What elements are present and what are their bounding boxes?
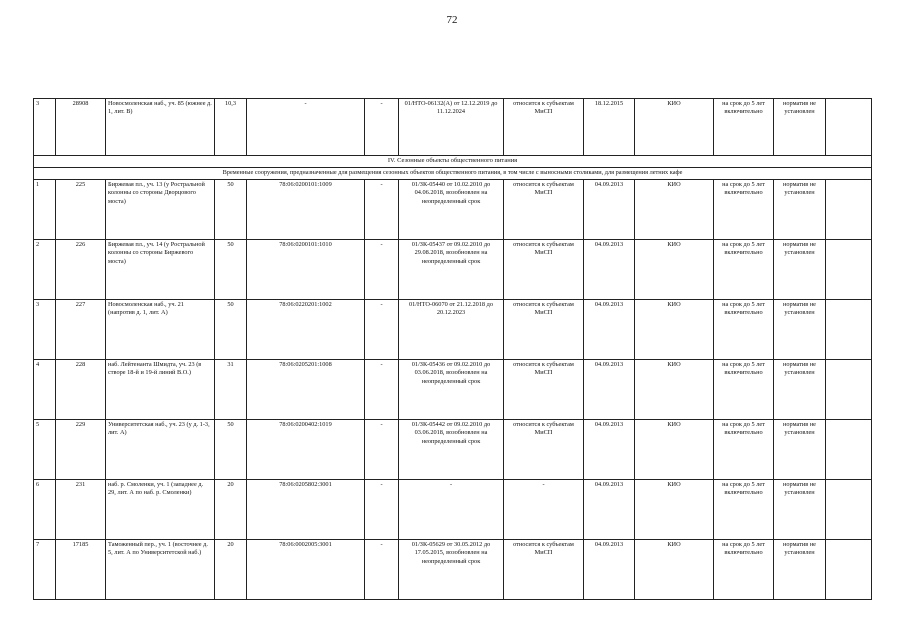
cell-category: относится к субъектам МиСП [504, 540, 584, 600]
cell-term: на срок до 5 лет включительно [714, 480, 774, 540]
cell-dash: - [365, 300, 399, 360]
cell-term: на срок до 5 лет включительно [714, 540, 774, 600]
cell-norm: норматив не установлен [774, 99, 826, 156]
cell-norm: норматив не установлен [774, 420, 826, 480]
cell-term: на срок до 5 лет включительно [714, 360, 774, 420]
cell-category: относится к субъектам МиСП [504, 180, 584, 240]
cell-contract: 01/ЗК-05436 от 09.02.2010 до 03.06.2018, возобновлен на неопределенный срок [399, 360, 504, 420]
cell-date: 04.09.2013 [584, 480, 635, 540]
cell-dash: - [365, 99, 399, 156]
cell-id: 229 [56, 420, 106, 480]
cell-date: 04.09.2013 [584, 300, 635, 360]
cell-dash: - [365, 540, 399, 600]
cell-norm: норматив не установлен [774, 300, 826, 360]
cell-dash: - [365, 180, 399, 240]
cell-area: 20 [215, 540, 247, 600]
cell-date: 04.09.2013 [584, 360, 635, 420]
cell-number: 2 [34, 240, 56, 300]
cell-term: на срок до 5 лет включительно [714, 240, 774, 300]
cell-address: наб. Лейтенанта Шмидта, уч. 23 (в створе 18-й и 19-й линий В.О.) [106, 360, 215, 420]
cell-contract: 01/ЗК-05629 от 30.05.2012 до 17.05.2015, возобновлен на неопределенный срок [399, 540, 504, 600]
cell-cadastral: 78:06:0200101:1009 [247, 180, 365, 240]
cell-id: 226 [56, 240, 106, 300]
cell-address: Биржевая пл., уч. 13 (у Ростральной колонны со стороны Дворцового моста) [106, 180, 215, 240]
section-title: IV. Сезонные объекты общественного питания [34, 156, 872, 168]
objects-table [33, 98, 872, 600]
cell-term: на срок до 5 лет включительно [714, 420, 774, 480]
cell-norm: норматив не установлен [774, 360, 826, 420]
table-row [34, 99, 872, 156]
cell-authority: КИО [635, 300, 714, 360]
cell-contract: 01/НТО-06132(А) от 12.12.2019 до 11.12.2024 [399, 99, 504, 156]
cell-norm: норматив не установлен [774, 180, 826, 240]
cell-cadastral: 78:06:0002005:3001 [247, 540, 365, 600]
cell-category: - [504, 480, 584, 540]
cell-empty [826, 240, 872, 300]
cell-address: Новосмоленская наб., уч. 85 (южнее д. 1, лит. В) [106, 99, 215, 156]
cell-contract: 01/НТО-06070 от 21.12.2018 до 20.12.2023 [399, 300, 504, 360]
cell-contract: 01/ЗК-05442 от 09.02.2010 до 03.06.2018, возобновлен на неопределенный срок [399, 420, 504, 480]
cell-empty [826, 540, 872, 600]
table-row [34, 180, 872, 240]
cell-dash: - [365, 360, 399, 420]
cell-authority: КИО [635, 360, 714, 420]
table-row [34, 420, 872, 480]
cell-norm: норматив не установлен [774, 480, 826, 540]
cell-cadastral: 78:06:0200101:1010 [247, 240, 365, 300]
cell-id: 227 [56, 300, 106, 360]
cell-date: 04.09.2013 [584, 180, 635, 240]
cell-category: относится к субъектам МиСП [504, 99, 584, 156]
cell-number: 6 [34, 480, 56, 540]
cell-cadastral: - [247, 99, 365, 156]
cell-contract: 01/ЗК-05437 от 09.02.2010 до 29.08.2018, возобновлен на неопределенный срок [399, 240, 504, 300]
cell-empty [826, 360, 872, 420]
table-row [34, 300, 872, 360]
cell-empty [826, 480, 872, 540]
cell-id: 17185 [56, 540, 106, 600]
cell-term: на срок до 5 лет включительно [714, 180, 774, 240]
section-subtitle-row [34, 168, 872, 180]
cell-date: 04.09.2013 [584, 240, 635, 300]
cell-norm: норматив не установлен [774, 240, 826, 300]
cell-number: 3 [34, 99, 56, 156]
cell-date: 18.12.2015 [584, 99, 635, 156]
cell-authority: КИО [635, 99, 714, 156]
cell-number: 1 [34, 180, 56, 240]
cell-area: 50 [215, 180, 247, 240]
cell-term: на срок до 5 лет включительно [714, 300, 774, 360]
cell-category: относится к субъектам МиСП [504, 360, 584, 420]
cell-area: 10,3 [215, 99, 247, 156]
cell-date: 04.09.2013 [584, 420, 635, 480]
cell-empty [826, 180, 872, 240]
cell-address: Университетская наб., уч. 23 (у д. 1-3, лит. А) [106, 420, 215, 480]
cell-address: Биржевая пл., уч. 14 (у Ростральной колонны со стороны Биржевого моста) [106, 240, 215, 300]
cell-contract: - [399, 480, 504, 540]
cell-contract: 01/ЗК-05440 от 10.02.2010 до 04.06.2018, возобновлен на неопределенный срок [399, 180, 504, 240]
cell-cadastral: 78:06:0200402:1019 [247, 420, 365, 480]
cell-dash: - [365, 480, 399, 540]
cell-category: относится к субъектам МиСП [504, 300, 584, 360]
cell-category: относится к субъектам МиСП [504, 420, 584, 480]
cell-authority: КИО [635, 420, 714, 480]
page-number: 72 [446, 14, 458, 26]
cell-norm: норматив не установлен [774, 540, 826, 600]
cell-address: Новосмоленская наб., уч. 21 (напротив д. 1, лит. А) [106, 300, 215, 360]
cell-address: Таможенный пер., уч. 1 (восточнее д. 5, лит. А по Университетской наб.) [106, 540, 215, 600]
cell-number: 4 [34, 360, 56, 420]
cell-id: 231 [56, 480, 106, 540]
cell-cadastral: 78:06:0220201:1002 [247, 300, 365, 360]
cell-area: 50 [215, 300, 247, 360]
cell-number: 7 [34, 540, 56, 600]
cell-number: 5 [34, 420, 56, 480]
cell-authority: КИО [635, 480, 714, 540]
cell-dash: - [365, 240, 399, 300]
cell-authority: КИО [635, 180, 714, 240]
table-row [34, 360, 872, 420]
cell-category: относится к субъектам МиСП [504, 240, 584, 300]
cell-cadastral: 78:06:0205802:3001 [247, 480, 365, 540]
table-row [34, 540, 872, 600]
cell-area: 50 [215, 240, 247, 300]
cell-date: 04.09.2013 [584, 540, 635, 600]
table-row [34, 480, 872, 540]
cell-authority: КИО [635, 540, 714, 600]
cell-area: 20 [215, 480, 247, 540]
cell-area: 50 [215, 420, 247, 480]
section-subtitle: Временные сооружения, предназначенные для размещения сезонных объектов общественного питания, в том числе с выносными столиками, для размещения летних кафе [34, 168, 872, 180]
cell-term: на срок до 5 лет включительно [714, 99, 774, 156]
table-row [34, 240, 872, 300]
cell-id: 228 [56, 360, 106, 420]
cell-dash: - [365, 420, 399, 480]
cell-area: 31 [215, 360, 247, 420]
cell-id: 225 [56, 180, 106, 240]
cell-empty [826, 99, 872, 156]
cell-number: 3 [34, 300, 56, 360]
cell-cadastral: 78:06:0205201:1008 [247, 360, 365, 420]
cell-authority: КИО [635, 240, 714, 300]
cell-empty [826, 300, 872, 360]
cell-address: наб. р. Смоленки, уч. 1 (западнее д. 29, лит. А по наб. р. Смоленки) [106, 480, 215, 540]
section-title-row [34, 156, 872, 168]
cell-empty [826, 420, 872, 480]
cell-id: 28908 [56, 99, 106, 156]
